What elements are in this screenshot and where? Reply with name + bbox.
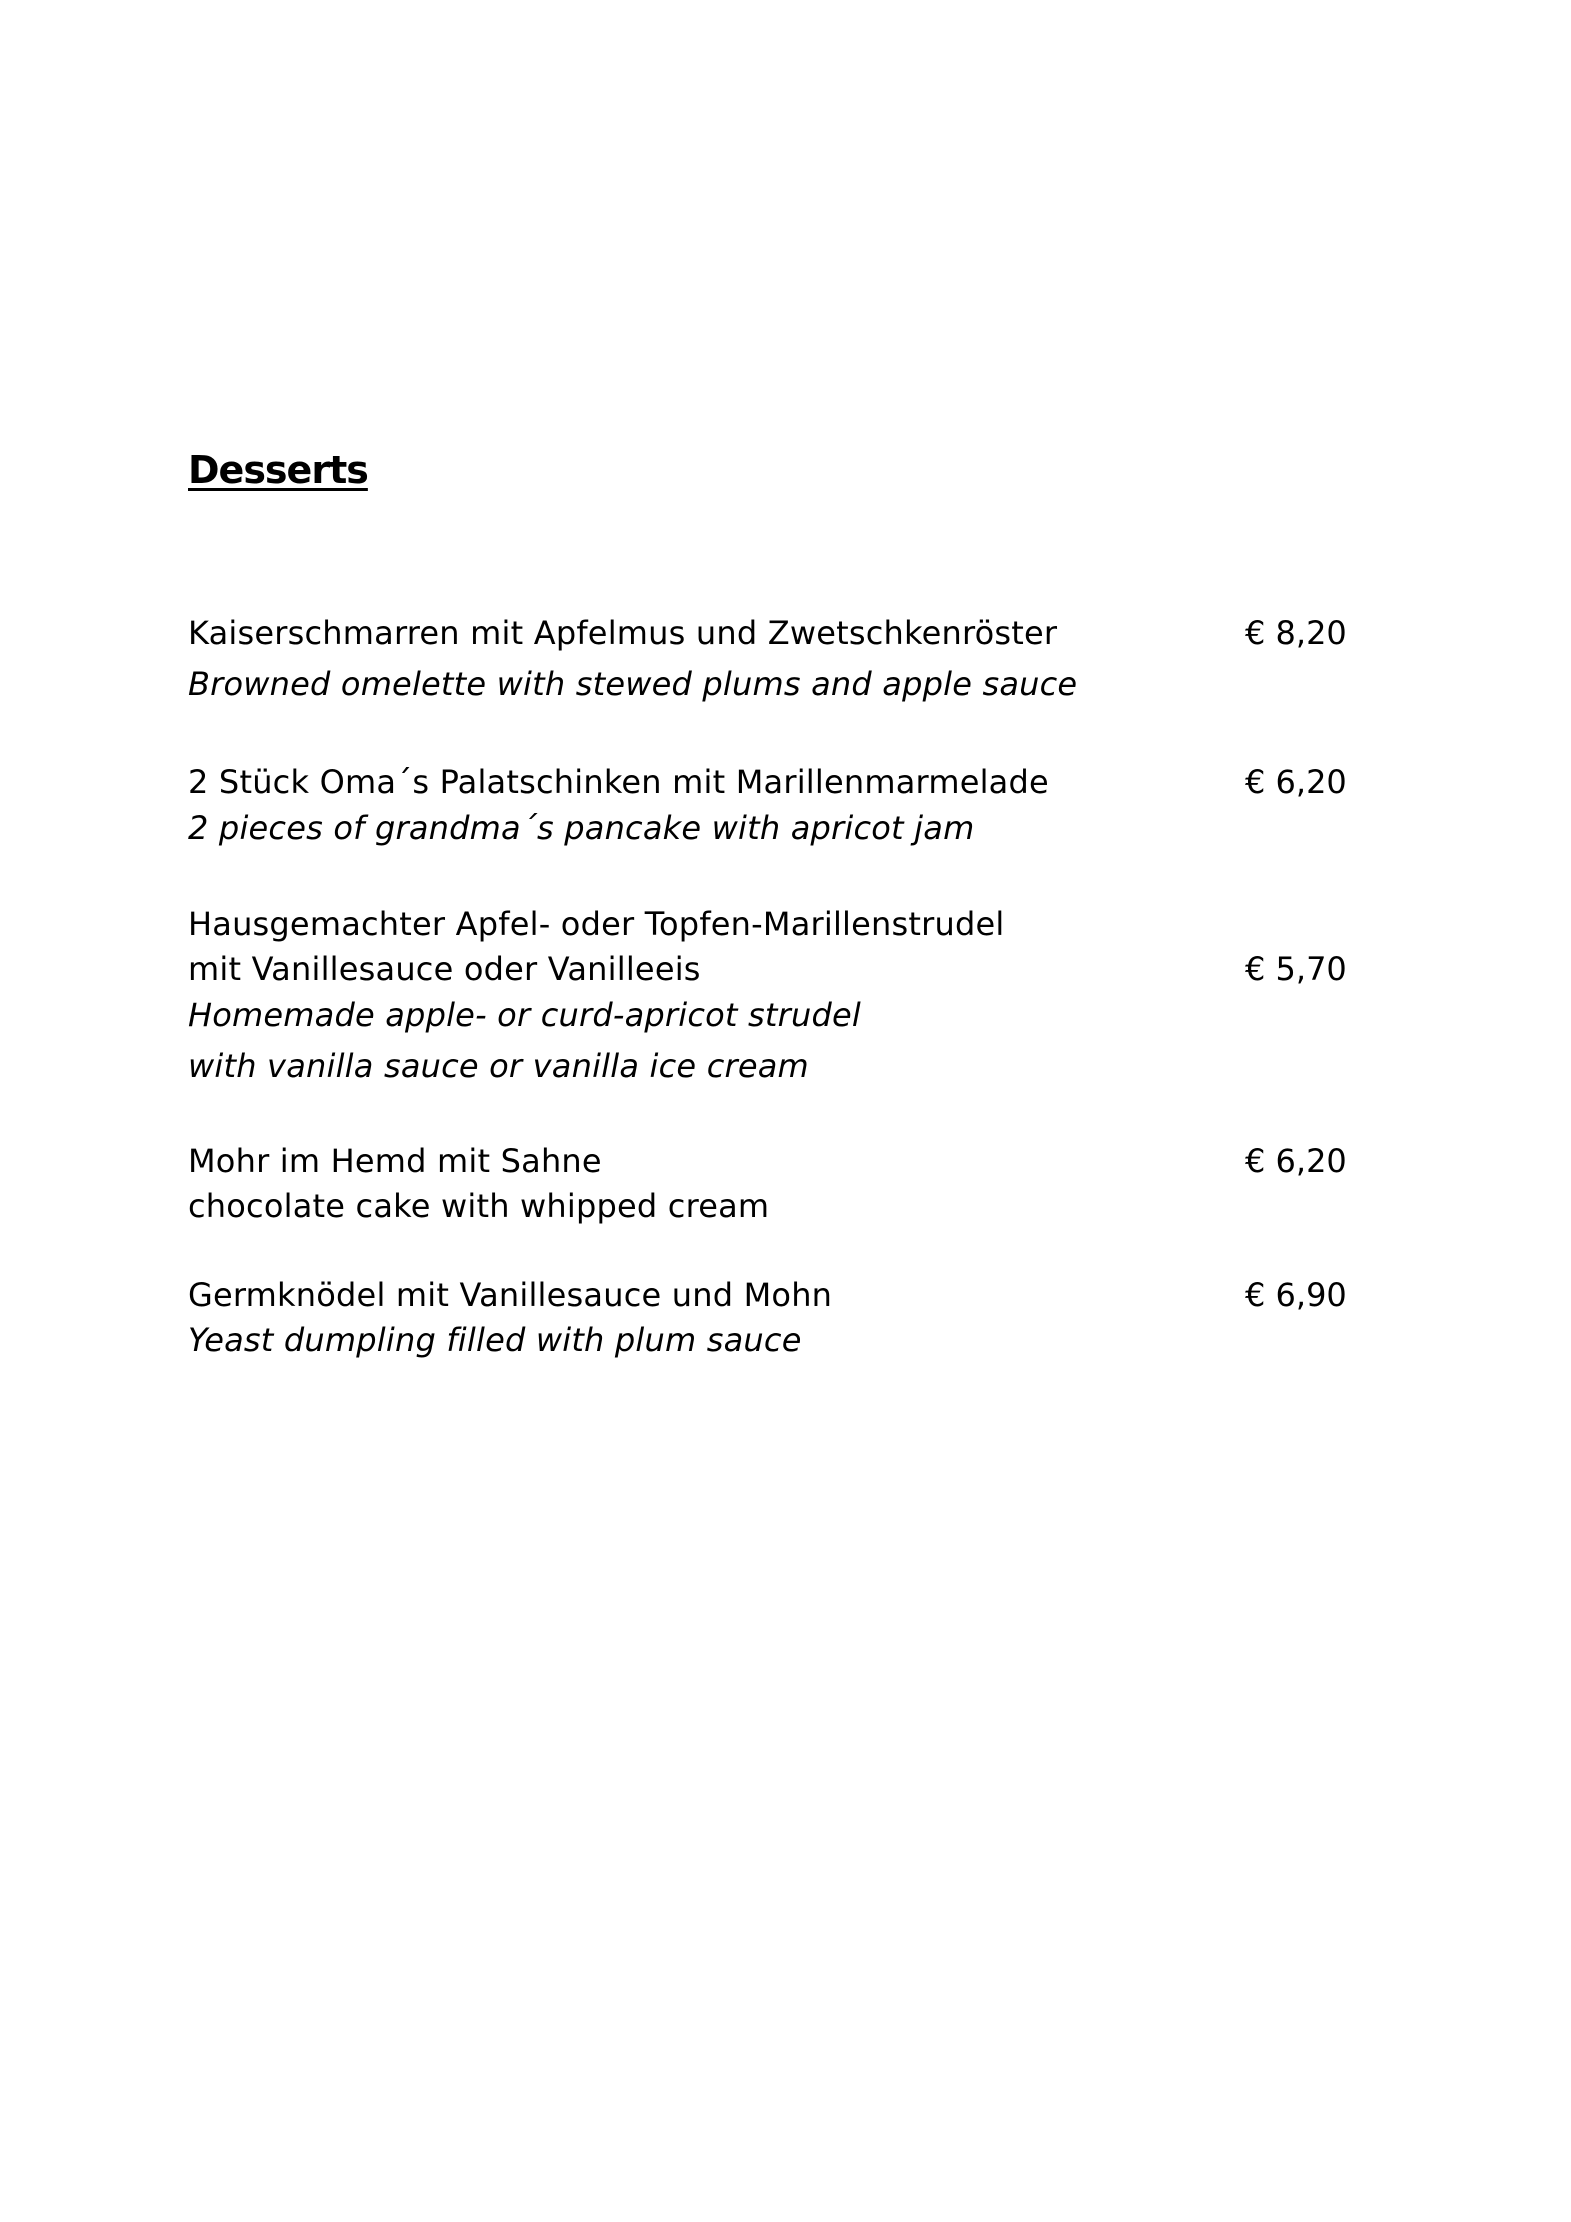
menu-item-4-english-line-1: chocolate cake with whipped cream	[188, 1187, 770, 1225]
menu-item-3-price: € 5,70	[1245, 950, 1347, 988]
menu-item-3-english-line-1: Homemade apple- or curd-apricot strudel	[188, 996, 861, 1034]
menu-item-1-german-line-1: Kaiserschmarren mit Apfelmus und Zwetschkenröster	[188, 614, 1058, 652]
menu-item-2-price: € 6,20	[1245, 763, 1347, 801]
page-title: Desserts	[188, 448, 368, 492]
menu-item-1-price: € 8,20	[1245, 614, 1347, 652]
menu-item-5-english-line-1: Yeast dumpling filled with plum sauce	[188, 1321, 802, 1359]
menu-item-5-price: € 6,90	[1245, 1276, 1347, 1314]
menu-item-1-english-line-1: Browned omelette with stewed plums and apple sauce	[188, 665, 1078, 703]
menu-item-5-german-line-1: Germknödel mit Vanillesauce und Mohn	[188, 1276, 833, 1314]
menu-item-3-german-line-2: mit Vanillesauce oder Vanilleeis	[188, 950, 701, 988]
menu-item-4-german-line-1: Mohr im Hemd mit Sahne	[188, 1142, 602, 1180]
menu-item-3-german-line-1: Hausgemachter Apfel- oder Topfen-Marillenstrudel	[188, 905, 1005, 943]
menu-item-2-german-line-1: 2 Stück Oma´s Palatschinken mit Marillenmarmelade	[188, 763, 1049, 801]
menu-item-3-english-line-2: with vanilla sauce or vanilla ice cream	[188, 1047, 809, 1085]
menu-item-2-english-line-1: 2 pieces of grandma´s pancake with apricot jam	[188, 809, 975, 847]
menu-item-4-price: € 6,20	[1245, 1142, 1347, 1180]
